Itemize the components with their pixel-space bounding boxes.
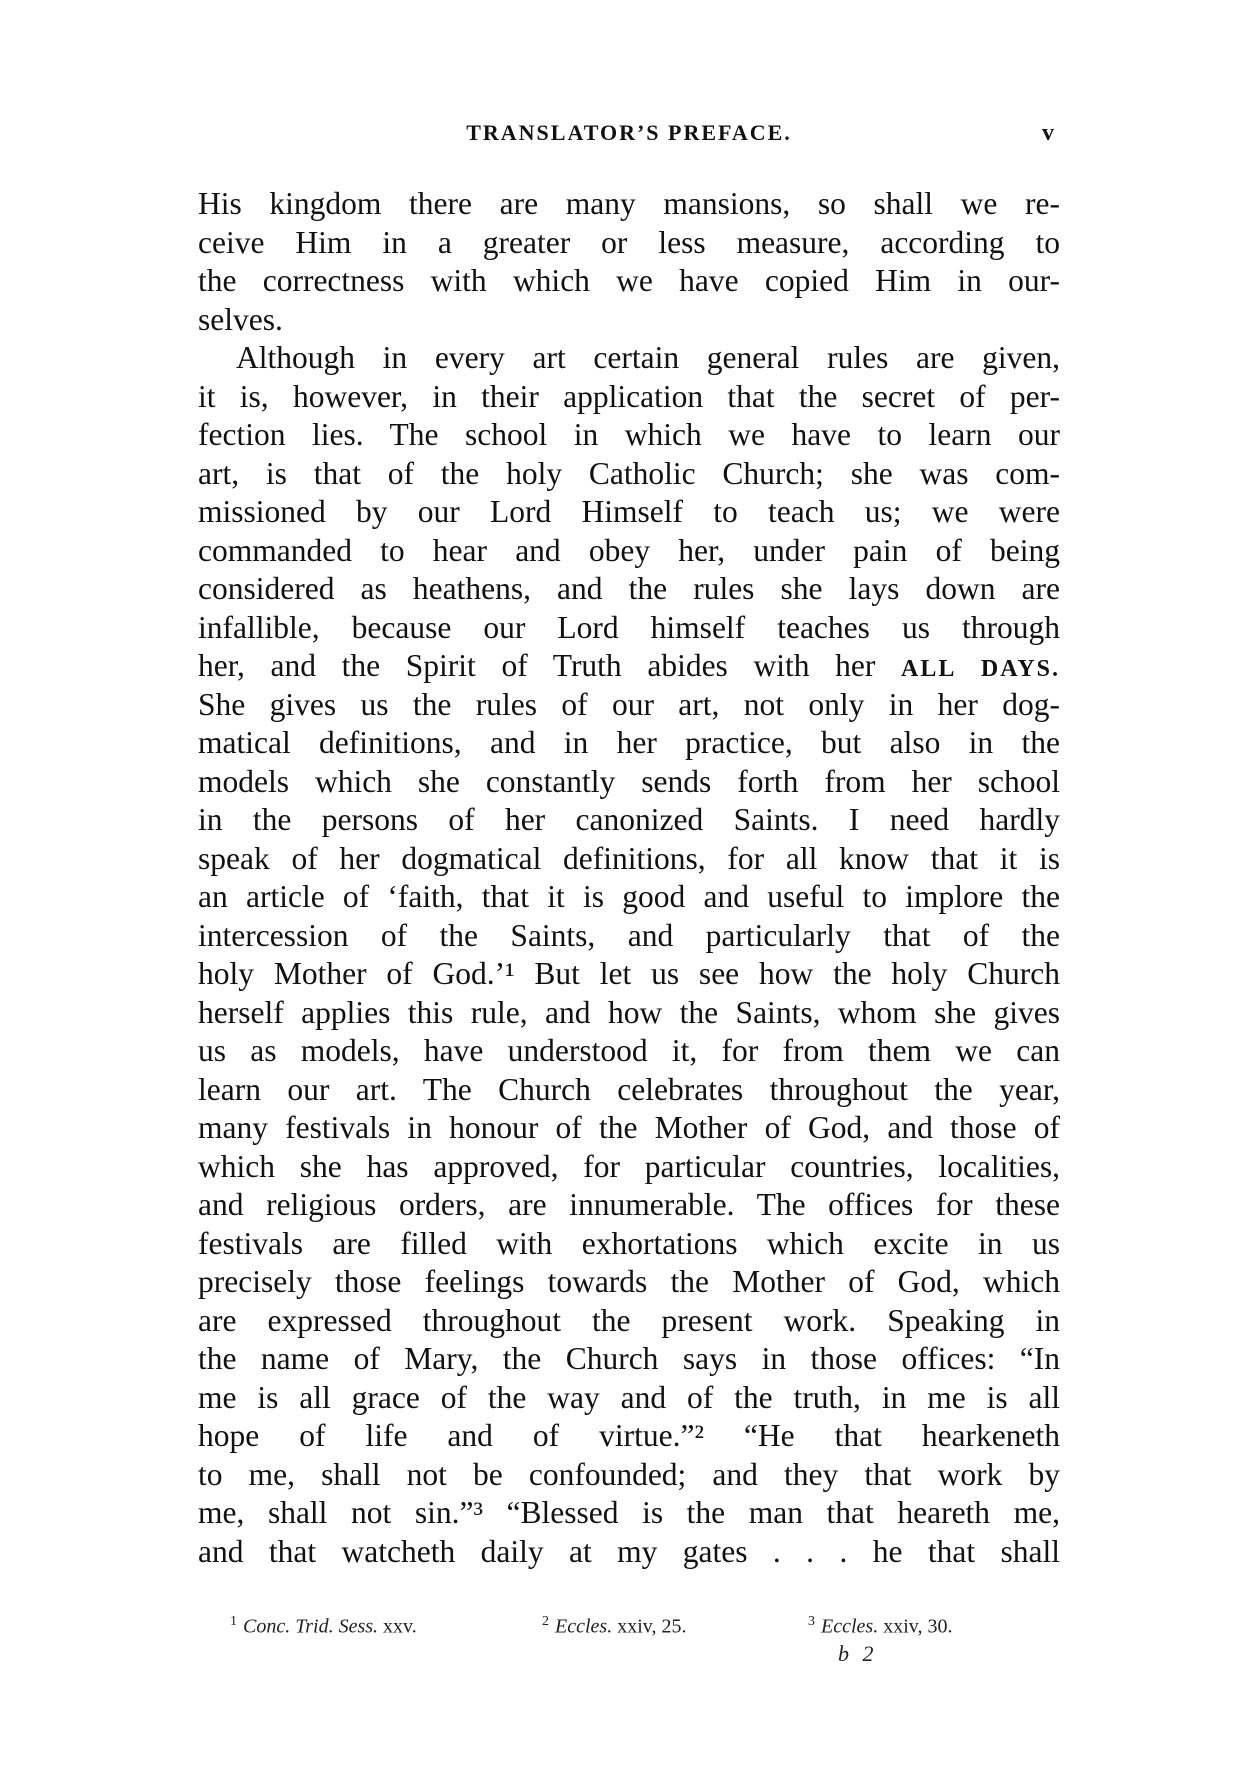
footnote-3 [808,1606,952,1643]
text-line: infallible, because our Lord himself teaches us through [198,609,1060,645]
text-line: learn our art. The Church celebrates throughout the year, [198,1071,1060,1107]
text-line: us as models, have understood it, for from them we can [198,1033,1060,1068]
small-caps-phrase: ALL DAYS. [901,656,1060,682]
text-line: many festivals in honour of the Mother of God, and those of [198,1110,1060,1145]
text-line: ceive Him in a greater or less measure, according to [198,224,1060,260]
text-line: hope of life and of virtue.”² “He that hearkeneth [198,1418,1060,1453]
text-line: in the persons of her canonized Saints. I need hardly [198,802,1060,837]
text-line: an article of ‘faith, that it is good and useful to implore the [198,879,1060,914]
text-line: art, is that of the holy Catholic Church; she was com- [198,455,1060,491]
text-line: and religious orders, are innumerable. The offices for these [198,1187,1060,1222]
text-line: festivals are filled with exhortations which excite in us [198,1225,1060,1261]
text-line: and that watcheth daily at my gates . . . he that shall [198,1533,1060,1569]
footnote-1 [230,1606,417,1643]
text-line: precisely those feelings towards the Mother of God, which [198,1264,1060,1299]
text-line-with-small-caps [198,647,1060,686]
text-line: models which she constantly sends forth from her school [198,763,1060,799]
footnotes [230,1606,1020,1638]
text-line: commanded to hear and obey her, under pain of being [198,532,1060,568]
text-line: fection lies. The school in which we have to learn our [198,417,1060,452]
text-line: which she has approved, for particular countries, localities, [198,1148,1060,1184]
footnote-mark: 2 [542,1614,549,1629]
text-line: herself applies this rule, and how the Saints, whom she gives [198,994,1060,1030]
text-line: selves. [198,301,283,337]
text-line: His kingdom there are many mansions, so shall we re- [198,186,1060,221]
signature-mark: b 2 [838,1641,878,1666]
text-line: the correctness with which we have copied Him in our- [198,263,1060,298]
footnote-reference: xxiv, 30. [883,1615,953,1638]
text-line: me, shall not sin.”³ “Blessed is the man that heareth me, [198,1495,1060,1530]
text-line: to me, shall not be confounded; and they that work by [198,1456,1060,1492]
footnote-reference: xxiv, 25. [617,1615,687,1638]
running-head [198,112,1060,154]
text-line: it is, however, in their application that the secret of per- [198,378,1060,414]
paragraph-start-line: Although in every art certain general rules are given, [236,340,1060,375]
footnote-mark: 3 [808,1614,815,1629]
text-line: She gives us the rules of our art, not only in her dog- [198,686,1060,722]
footnote-source: Eccles. [555,1615,613,1638]
text-line: missioned by our Lord Himself to teach us; we were [198,494,1060,529]
line-text: her, and the Spirit of Truth abides with her [198,648,876,683]
footnote-source: Conc. Trid. Sess. [243,1615,379,1638]
body-text [198,185,1060,1571]
text-line: me is all grace of the way and of the truth, in me is all [198,1379,1060,1415]
footnote-2 [542,1606,686,1643]
text-line: are expressed throughout the present work. Speaking in [198,1302,1060,1338]
running-title: TRANSLATOR’S PREFACE. [466,120,792,145]
text-line: considered as heathens, and the rules she lays down are [198,571,1060,606]
footnote-mark: 1 [230,1614,237,1629]
text-line: speak of her dogmatical definitions, for all know that it is [198,840,1060,876]
text-line: the name of Mary, the Church says in those offices: “In [198,1341,1060,1376]
text-line: matical definitions, and in her practice, but also in the [198,725,1060,760]
footnote-reference: xxv. [383,1615,417,1638]
text-line: holy Mother of God.’¹ But let us see how the holy Church [198,956,1060,991]
page-number: v [1042,120,1054,146]
text-line: intercession of the Saints, and particularly that of the [198,917,1060,953]
footnote-source: Eccles. [821,1615,879,1638]
